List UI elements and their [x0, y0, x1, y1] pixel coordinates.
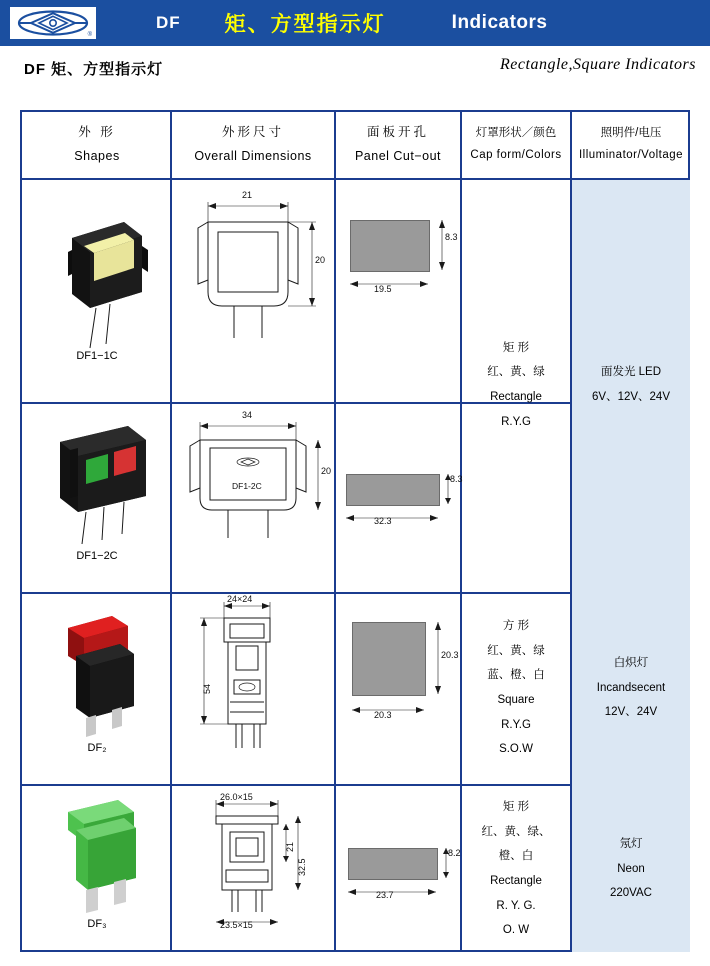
row-3-dimensions	[172, 594, 334, 782]
row-3-cutout	[336, 594, 460, 782]
illuminator-line: Neon	[617, 862, 645, 875]
brand-logo	[10, 7, 96, 39]
header-title-cn: 矩、方型指示灯	[224, 13, 386, 36]
column-header-en: Panel Cut−out	[354, 149, 442, 163]
column-header-en: Overall Dimensions	[194, 149, 312, 163]
row-1-dimensions	[172, 180, 334, 400]
cap-line: S.O.W	[499, 743, 533, 756]
cap-line: Rectangle	[490, 875, 542, 887]
illuminator-line: 面发光 LED	[600, 366, 662, 379]
model-caption: DF1−1C	[76, 350, 118, 362]
dim-height2: 32.5	[297, 858, 307, 876]
column-header-en: Cap form/Colors	[470, 149, 562, 161]
dim-width: 21	[242, 190, 253, 200]
model-caption: DF₂	[87, 742, 107, 754]
cutout-width: 32.3	[374, 516, 392, 526]
cutout-dimension-lines	[336, 404, 460, 544]
column-header-cn: 灯罩形状／颜色	[475, 127, 557, 140]
dim-height: 54	[202, 683, 212, 694]
row-1-2-illuminator	[572, 180, 690, 590]
product-photo-df1-1c	[24, 180, 170, 370]
row-3-shape	[24, 594, 170, 782]
registered-mark: ®	[87, 32, 92, 38]
dim-width: 34	[242, 410, 253, 420]
cutout-width: 23.7	[376, 890, 394, 900]
cap-line: 方 形	[502, 619, 530, 632]
column-header-illuminator	[572, 112, 690, 178]
diamond-logo-icon	[17, 10, 89, 36]
column-header-cn: 外形尺寸	[221, 125, 284, 140]
header-title-en: Indicators	[451, 12, 548, 33]
page-title-en: Rectangle,Square Indicators	[500, 56, 696, 73]
cap-line: 矩 形	[502, 800, 530, 813]
model-caption: DF₃	[87, 918, 107, 930]
dim-height: 20	[315, 255, 326, 265]
column-header-cap	[462, 112, 570, 178]
cap-line: 蓝、橙、白	[487, 669, 545, 682]
product-photo-df3	[24, 786, 170, 928]
product-photo-df2	[24, 594, 170, 754]
page-title-row	[0, 46, 710, 90]
row-4-cap	[462, 786, 570, 952]
column-header-en: Illuminator/Voltage	[578, 149, 684, 161]
cutout-height: 8.3	[450, 474, 463, 484]
product-photo-df1-2c	[24, 404, 170, 554]
cutout-width: 19.5	[374, 284, 392, 294]
cutout-dimension-lines	[336, 180, 460, 300]
page-title: DF 矩、方型指示灯	[24, 61, 164, 78]
row-1-shape	[24, 180, 170, 400]
column-header-shapes	[24, 112, 170, 178]
cap-line: R. Y. G.	[496, 899, 536, 912]
row-3-cap	[462, 594, 570, 782]
column-header-cn: 面板开孔	[366, 125, 429, 140]
row-4-illuminator	[572, 786, 690, 952]
page-header	[0, 0, 710, 46]
cutout-dimension-lines	[336, 594, 460, 734]
cutout-height: 8.2	[448, 848, 461, 858]
cap-line: 橙、白	[498, 850, 534, 863]
row-4-cutout	[336, 786, 460, 952]
row-2-dimensions	[172, 404, 334, 590]
cap-line: Square	[497, 694, 535, 706]
cap-line: Rectangle	[490, 391, 542, 403]
illuminator-line: 白炽灯	[613, 656, 649, 669]
spec-table	[20, 110, 690, 952]
cap-line: 红、黄、绿、	[481, 825, 551, 838]
dim-bottom: 23.5×15	[220, 920, 253, 930]
dimension-drawing-df2	[172, 594, 334, 774]
cap-line: 矩 形	[502, 341, 530, 354]
column-header-cutout	[336, 112, 460, 178]
cutout-height: 20.3	[441, 650, 459, 660]
illuminator-line: 12V、24V	[604, 706, 658, 719]
cap-line: R.Y.G	[501, 415, 531, 428]
cap-line: R.Y.G	[501, 718, 531, 731]
dim-top: 26.0×15	[220, 792, 253, 802]
row-1-2-cap	[462, 180, 570, 590]
dim-inner-label: DF1-2C	[232, 481, 262, 491]
cap-line: 红、黄、绿	[487, 366, 545, 379]
illuminator-line: 氖灯	[619, 837, 643, 850]
model-caption: DF1−2C	[76, 550, 118, 562]
row-4-shape	[24, 786, 170, 952]
illuminator-line: 220VAC	[610, 887, 652, 900]
column-header-en: Shapes	[74, 149, 120, 163]
cap-line: O. W	[502, 924, 530, 937]
column-header-cn: 外 形	[78, 125, 116, 140]
cap-line: 红、黄、绿	[487, 644, 545, 657]
illuminator-line: Incandsecent	[596, 681, 666, 694]
dimension-drawing-df3	[172, 786, 334, 946]
dim-height: 20	[321, 466, 332, 476]
cutout-width: 20.3	[374, 710, 392, 720]
row-1-cutout	[336, 180, 460, 400]
dim-height: 21	[285, 841, 295, 852]
row-4-dimensions	[172, 786, 334, 952]
dim-width: 24×24	[227, 594, 253, 604]
dimension-drawing-df1-1c	[172, 180, 334, 370]
row-2-shape	[24, 404, 170, 590]
column-header-dimensions	[172, 112, 334, 178]
column-header-cn: 照明件/电压	[600, 127, 662, 140]
cutout-height: 8.3	[445, 232, 458, 242]
row-3-illuminator	[572, 594, 690, 782]
header-code: DF	[156, 13, 181, 32]
cutout-dimension-lines	[336, 786, 460, 926]
illuminator-line: 6V、12V、24V	[592, 391, 670, 403]
row-2-cutout	[336, 404, 463, 590]
